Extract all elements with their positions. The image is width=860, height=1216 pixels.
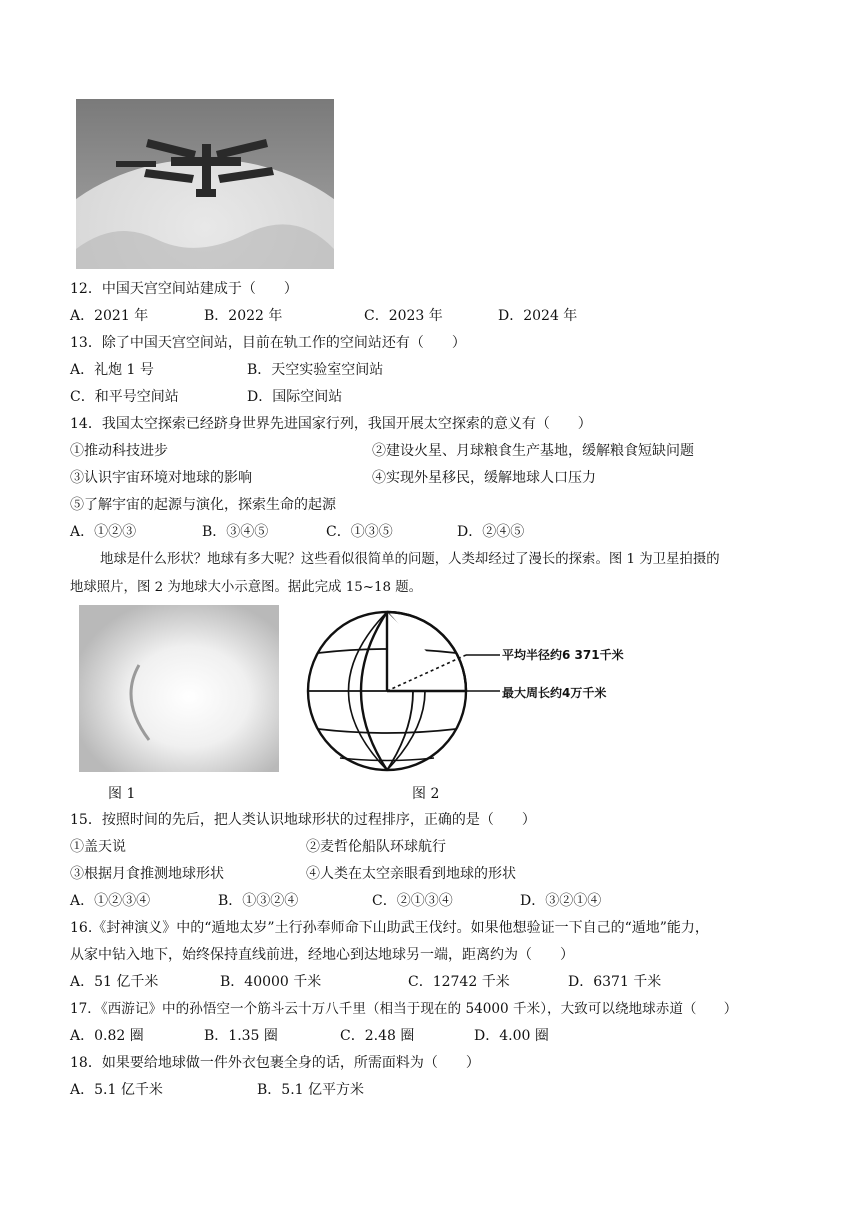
q14-item-3: ③认识宇宙环境对地球的影响	[70, 470, 252, 486]
q18-option-b: B．5.1 亿平方米	[257, 1082, 365, 1098]
space-station-photo	[76, 99, 334, 269]
q15-option-d: D．③②①④	[520, 893, 602, 909]
q16-line-2: 从家中钻入地下，始终保持直线前进，经地心到达地球另一端，距离约为（ ）	[70, 947, 574, 963]
q15-stem: 15．按照时间的先后，把人类认识地球形状的过程排序，正确的是（ ）	[70, 812, 536, 828]
q16-option-d: D．6371 千米	[568, 974, 662, 990]
q14-item-4: ④实现外星移民，缓解地球人口压力	[372, 470, 596, 486]
q16-option-a: A．51 亿千米	[70, 974, 159, 990]
q18-option-a: A．5.1 亿千米	[70, 1082, 163, 1098]
q13-option-d: D．国际空间站	[247, 389, 343, 405]
q14-stem: 14．我国太空探索已经跻身世界先进国家行列，我国开展太空探索的意义有（ ）	[70, 416, 592, 432]
intro-line-1: 地球是什么形状？地球有多大呢？这些看似很简单的问题，人类却经过了漫长的探索。图 1 为卫星拍摄的	[100, 552, 720, 567]
q14-option-c: C．①③⑤	[326, 524, 393, 540]
q16-line-1: 16.《封神演义》中的“遁地太岁”土行孙奉师命下山助武王伐纣。如果他想验证一下自己的“遁地”能力，	[70, 920, 709, 936]
q15-option-c: C．②①③④	[372, 893, 453, 909]
q17-option-a: A．0.82 圈	[70, 1028, 144, 1044]
q15-item-3: ③根据月食推测地球形状	[70, 866, 224, 882]
radius-label: 平均半径约6 371千米	[502, 648, 624, 662]
q12-option-a: A．2021 年	[70, 308, 149, 324]
q13-option-b: B．天空实验室空间站	[247, 362, 384, 378]
q17-option-d: D．4.00 圈	[474, 1028, 549, 1044]
figure-1-caption: 图 1	[108, 786, 136, 802]
q12-stem: 12．中国天宫空间站建成于（ ）	[70, 281, 298, 297]
figure-2-caption: 图 2	[412, 786, 440, 802]
q14-item-1: ①推动科技进步	[70, 443, 168, 459]
q14-option-a: A．①②③	[70, 524, 137, 540]
q14-item-2: ②建设火星、月球粮食生产基地，缓解粮食短缺问题	[372, 443, 694, 459]
q13-stem: 13．除了中国天宫空间站，目前在轨工作的空间站还有（ ）	[70, 335, 466, 351]
q17-option-c: C．2.48 圈	[340, 1028, 415, 1044]
q15-option-a: A．①②③④	[70, 893, 151, 909]
q14-item-5: ⑤了解宇宙的起源与演化，探索生命的起源	[70, 497, 336, 513]
circumference-label: 最大周长约4万千米	[502, 686, 607, 700]
intro-line-2: 地球照片，图 2 为地球大小示意图。据此完成 15~18 题。	[70, 580, 423, 595]
q15-item-2: ②麦哲伦船队环球航行	[306, 839, 446, 855]
q15-item-4: ④人类在太空亲眼看到地球的形状	[306, 866, 516, 882]
q14-option-d: D．②④⑤	[457, 524, 525, 540]
q18-stem: 18．如果要给地球做一件外衣包裹全身的话，所需面料为（ ）	[70, 1055, 480, 1071]
q13-option-c: C．和平号空间站	[70, 389, 179, 405]
q16-option-c: C．12742 千米	[408, 974, 510, 990]
earth-satellite-photo	[79, 605, 279, 772]
earth-size-diagram	[300, 603, 630, 783]
q14-option-b: B．③④⑤	[202, 524, 269, 540]
q17-stem: 17．《西游记》中的孙悟空一个筋斗云十万八千里（相当于现在的 54000 千米），大致可以绕地球赤道（ ）	[70, 1001, 738, 1017]
q12-option-b: B．2022 年	[204, 308, 283, 324]
q15-item-1: ①盖天说	[70, 839, 126, 855]
q12-option-d: D．2024 年	[498, 308, 578, 324]
q17-option-b: B．1.35 圈	[204, 1028, 278, 1044]
q16-option-b: B．40000 千米	[220, 974, 322, 990]
q15-option-b: B．①③②④	[218, 893, 299, 909]
q12-option-c: C．2023 年	[364, 308, 443, 324]
q13-option-a: A．礼炮 1 号	[70, 362, 154, 378]
